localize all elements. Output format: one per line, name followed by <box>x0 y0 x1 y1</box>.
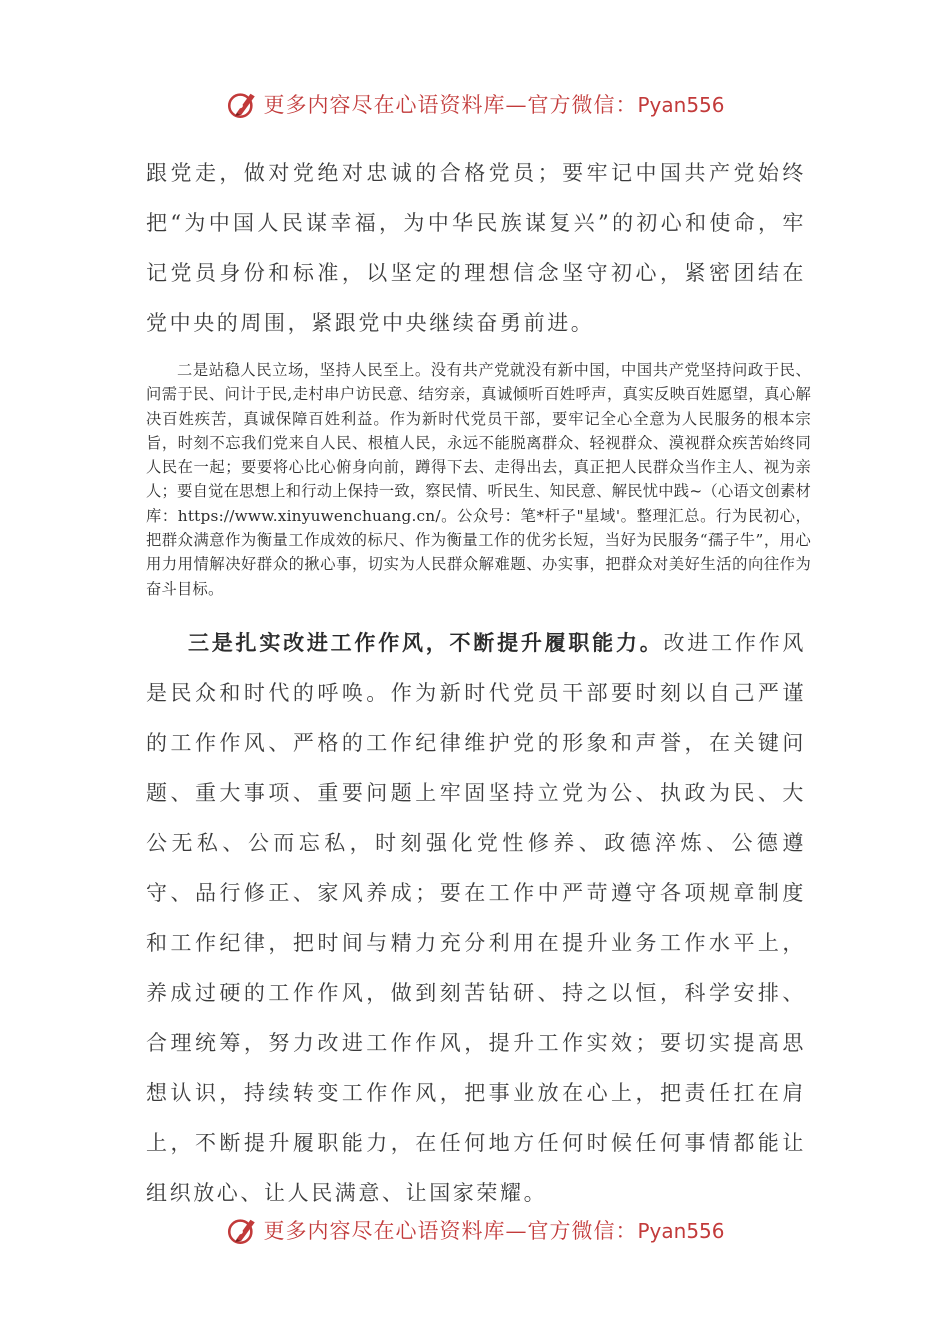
banner-text <box>263 1215 724 1245</box>
pen-nib-logo-icon <box>225 87 259 121</box>
paragraph-people-first: 二是站稳人民立场，坚持人民至上。没有共产党就没有新中国，中国共产党坚持问政于民、问需于民、问计于民,走村串户访民意、结穷亲，真诚倾听百姓呼声，真实反映百姓愿望，真心解决百姓疾苦，真诚保障百姓利益。作为新时代党员干部，要牢记全心全意为人民服务的根本宗旨，时刻不忘我们党来自人民、根植人民，永远不能脱离群众、轻视群众、漠视群众疾苦始终同人民在一起；要要将心比心俯身向前，蹲得下去、走得出去，真正把人民群众当作主人、视为亲人；要自觉在思想上和行动上保持一致，察民情、听民生、知民意、解民忧中践~（心语文创素材库：https://www.xinyuwenchuang.cn/。公众号：笔*杆子"星域'。整理汇总。行为民初心，把群众满意作为衡量工作成效的标尺、作为衡量工作的优劣长短，当好为民服务“孺子牛”，用心用力用情解决好群众的揪心事，切实为人民群众解难题、办实事，把群众对美好生活的向往作为奋斗目标。 <box>146 361 811 598</box>
wechat-id: Pyan556 <box>637 93 725 117</box>
header-banner <box>0 74 950 134</box>
banner-label: 更多内容尽在心语资料库—官方微信： <box>263 93 638 117</box>
wechat-id: Pyan556 <box>637 1219 725 1243</box>
banner-text <box>263 89 724 119</box>
footer-banner <box>0 1200 950 1260</box>
paragraph-work-style <box>146 618 806 1218</box>
paragraph-continuation: 跟党走，做对党绝对忠诚的合格党员；要牢记中国共产党始终把“为中国人民谋幸福，为中华民族谋复兴”的初心和使命，牢记党员身份和标准，以坚定的理想信念坚守初心，紧密团结在党中央的周围，紧跟党中央继续奋勇前进。 <box>146 161 806 335</box>
paragraph-heading: 三是扎实改进工作作风，不断提升履职能力。 <box>188 630 664 655</box>
paragraph-body: 改进工作作风是民众和时代的呼唤。作为新时代党员干部要时刻以自己严谨的工作作风、严格的工作纪律维护党的形象和声誉，在关键问题、重大事项、重要问题上牢固坚持立党为公、执政为民、大公无私、公而忘私，时刻强化党性修养、政德淬炼、公德遵守、品行修正、家风养成；要在工作中严苛遵守各项规章制度和工作纪律，把时间与精力充分利用在提升业务工作水平上，养成过硬的工作作风，做到刻苦钻研、持之以恒，科学安排、合理统筹，努力改进工作作风，提升工作实效；要切实提高思想认识，持续转变工作作风，把事业放在心上，把责任扛在肩上，不断提升履职能力，在任何地方任何时候任何事情都能让组织放心、让人民满意、让国家荣耀。 <box>146 631 806 1205</box>
banner-label: 更多内容尽在心语资料库—官方微信： <box>263 1219 638 1243</box>
pen-nib-logo-icon <box>225 1213 259 1247</box>
